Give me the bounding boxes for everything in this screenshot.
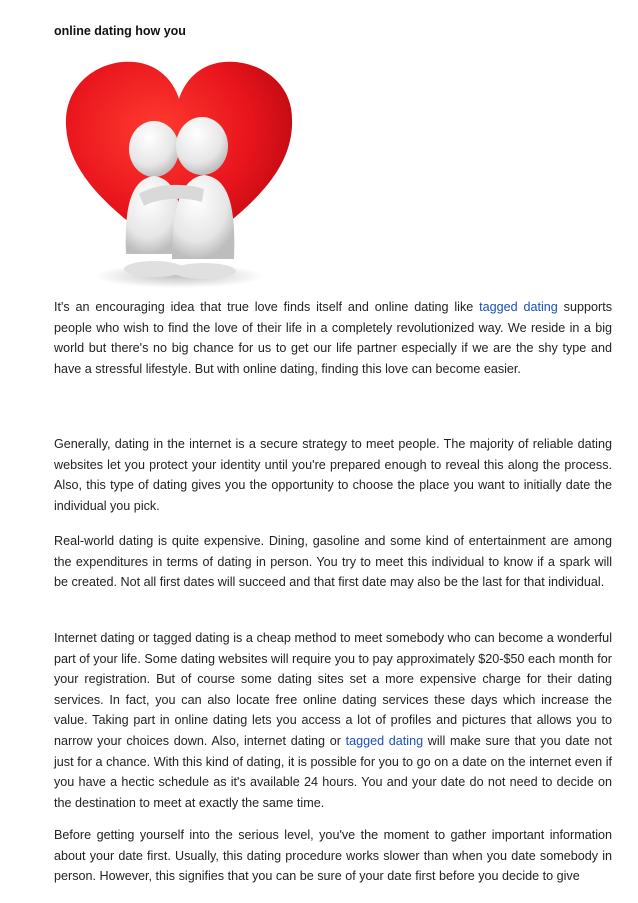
paragraph-text: Internet dating or tagged dating is a cheap method to meet somebody who can become a wonderful part of your life. Some dating websites will require you to pay approximately $20-$50 each month for your registration. But of course some dating sites set a more expensive charge for their dating services. In fact, you can also locate free online dating services these days which increase the value. Taking part in online dating lets you access a lot of profiles and pictures that allows you to narrow your choices down. Also, internet dating or bbox=[54, 631, 612, 748]
paragraph-before-serious: Before getting yourself into the serious level, you've the moment to gather important information about your date first. Usually, this dating procedure works slower than when you date somebody in person. However, this signifies that you can be sure of your date first before you decide to give bbox=[54, 828, 612, 884]
page-title: online dating how you bbox=[54, 24, 186, 38]
tagged-dating-link[interactable]: tagged dating bbox=[345, 733, 424, 748]
paragraph-internet-dating bbox=[54, 628, 612, 813]
paragraph-text: supports people who wish to find the love of their life in a completely revolutionized way. We reside in a big world but there's no big chance for us to get our life partner especially if we are the shy type and have a stressful lifestyle. But with online dating, finding this love can become easier. bbox=[54, 300, 612, 376]
paragraph-text: It's an encouraging idea that true love finds itself and online dating like bbox=[54, 300, 480, 314]
heart-couple-illustration bbox=[54, 54, 304, 294]
paragraph-security: Generally, dating in the internet is a secure strategy to meet people. The majority of reliable dating websites let you protect your identity until you're prepared enough to reveal this along the process. Also, this type of dating gives you the opportunity to choose the place you want to initially date the individual you pick. bbox=[54, 437, 612, 513]
paragraph-text: will make sure that you date not just for a chance. With this kind of dating, it is possible for you to go on a date on the internet even if you have a hectic schedule as it's available 24 hours. You and your date do not need to decide on the destination to meet at exactly the same time. bbox=[54, 733, 612, 810]
paragraph-real-world-dating: Real-world dating is quite expensive. Dining, gasoline and some kind of entertainment are among the expenditures in terms of dating in person. You try to meet this individual to know if a spark will be created. Not all first dates will succeed and that first date may also be the last for that individual. bbox=[54, 534, 612, 590]
paragraph-intro bbox=[54, 297, 612, 379]
tagged-dating-link[interactable]: tagged dating bbox=[479, 300, 558, 314]
